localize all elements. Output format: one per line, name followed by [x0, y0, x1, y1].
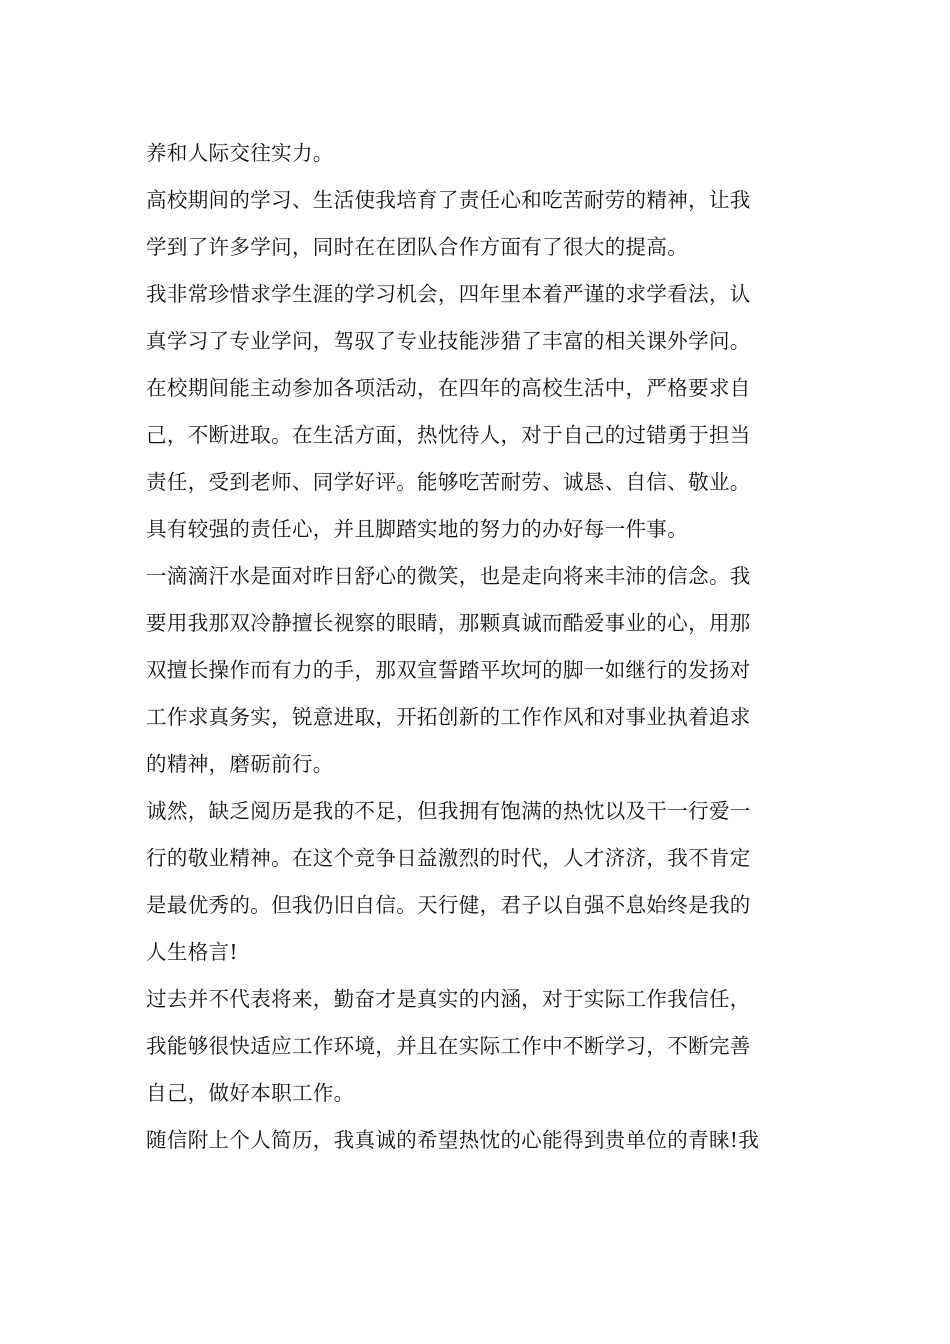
text-line: 行的敬业精神。在这个竞争日益激烈的时代，人才济济，我不肯定 [146, 846, 751, 870]
text-line: 随信附上个人简历，我真诚的希望热忱的心能得到贵单位的青睐!我 [146, 1128, 760, 1152]
text-line: 责任，受到老师、同学好评。能够吃苦耐劳、诚恳、自信、敬业。 [146, 470, 751, 494]
text-line: 要用我那双冷静擅长视察的眼睛，那颗真诚而酷爱事业的心，用那 [146, 611, 751, 635]
text-line: 过去并不代表将来，勤奋才是真实的内涵，对于实际工作我信任， [146, 987, 751, 1011]
text-line: 具有较强的责任心，并且脚踏实地的努力的办好每一件事。 [146, 517, 689, 541]
text-line: 己，不断进取。在生活方面，热忱待人，对于自己的过错勇于担当 [146, 423, 751, 447]
text-line: 工作求真务实，锐意进取，开拓创新的工作作风和对事业执着追求 [146, 705, 751, 729]
text-line: 诚然，缺乏阅历是我的不足，但我拥有饱满的热忱以及干一行爱一 [146, 799, 751, 823]
text-line: 在校期间能主动参加各项活动，在四年的高校生活中，严格要求自 [146, 376, 751, 400]
letter-body [146, 130, 810, 1164]
text-line: 是最优秀的。但我仍旧自信。天行健，君子以自强不息始终是我的 [146, 893, 751, 917]
text-line: 人生格言! [146, 940, 238, 964]
text-line: 高校期间的学习、生活使我培育了责任心和吃苦耐劳的精神，让我 [146, 188, 751, 212]
text-line: 我能够很快适应工作环境，并且在实际工作中不断学习，不断完善 [146, 1034, 751, 1058]
text-line: 养和人际交往实力。 [146, 141, 334, 165]
text-line: 一滴滴汗水是面对昨日舒心的微笑，也是走向将来丰沛的信念。我 [146, 564, 751, 588]
text-line: 真学习了专业学问，驾驭了专业技能涉猎了丰富的相关课外学问。 [146, 329, 751, 353]
text-line: 双擅长操作而有力的手，那双宣誓踏平坎坷的脚一如继行的发扬对 [146, 658, 751, 682]
text-line: 的精神，磨砺前行。 [146, 752, 334, 776]
text-line: 自己，做好本职工作。 [146, 1081, 355, 1105]
text-line: 学到了许多学问，同时在在团队合作方面有了很大的提高。 [146, 235, 689, 259]
text-line: 我非常珍惜求学生涯的学习机会，四年里本着严谨的求学看法，认 [146, 282, 751, 306]
